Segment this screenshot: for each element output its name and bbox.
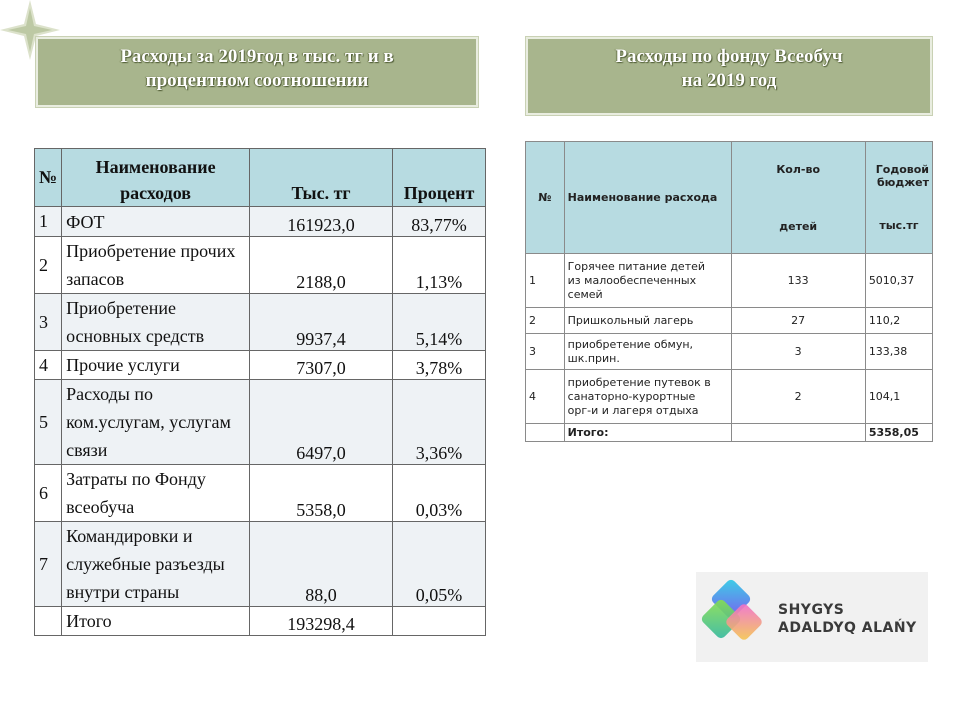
row-name-line: основных средств bbox=[66, 326, 205, 346]
row-name-line: Приобретение прочих bbox=[66, 241, 236, 261]
row-num: 6 bbox=[35, 465, 62, 522]
row-amount: 5358,0 bbox=[250, 465, 393, 522]
t2-total-num bbox=[526, 424, 565, 442]
row-num: 2 bbox=[35, 237, 62, 294]
t2-total-row bbox=[526, 424, 933, 442]
col-header-percent: Процент bbox=[393, 149, 486, 207]
t2-header-count-top: Кол-во bbox=[776, 162, 821, 176]
t2-row-budget: 5010,37 bbox=[865, 254, 932, 308]
total-amount: 193298,4 bbox=[250, 607, 393, 636]
row-name-line: Командировки и bbox=[66, 526, 193, 546]
row-percent: 0,03% bbox=[393, 465, 486, 522]
row-name bbox=[62, 380, 250, 465]
row-percent: 0,05% bbox=[393, 522, 486, 607]
row-name-line: запасов bbox=[66, 269, 125, 289]
t2-total-budget: 5358,05 bbox=[865, 424, 932, 442]
row-percent: 3,78% bbox=[393, 351, 486, 380]
t2-row-name-line: санаторно-курортные bbox=[567, 389, 696, 403]
total-label: Итого bbox=[62, 607, 250, 636]
t2-row-count: 2 bbox=[731, 370, 865, 424]
row-amount: 161923,0 bbox=[250, 207, 393, 237]
row-percent: 1,13% bbox=[393, 237, 486, 294]
row-name-line: ком.услугам, услугам bbox=[66, 412, 231, 432]
table-row bbox=[35, 465, 486, 522]
row-amount: 88,0 bbox=[250, 522, 393, 607]
t2-row-budget: 104,1 bbox=[865, 370, 932, 424]
total-num bbox=[35, 607, 62, 636]
row-name bbox=[62, 522, 250, 607]
t2-header-budget bbox=[865, 142, 932, 254]
total-row bbox=[35, 607, 486, 636]
t2-row-name bbox=[564, 370, 731, 424]
row-name-line: Затраты по Фонду bbox=[66, 469, 206, 489]
col-header-num: № bbox=[35, 149, 62, 207]
t2-row-name-line: орг-и и лагеря отдыха bbox=[567, 403, 699, 417]
t2-row-num: 4 bbox=[526, 370, 565, 424]
row-num: 7 bbox=[35, 522, 62, 607]
row-name-line: внутри страны bbox=[66, 582, 180, 602]
row-name bbox=[62, 237, 250, 294]
total-percent bbox=[393, 607, 486, 636]
t2-row-name-line: Горячее питание детей bbox=[567, 259, 706, 273]
t2-row-count: 133 bbox=[731, 254, 865, 308]
t2-row-count: 27 bbox=[731, 308, 865, 334]
t2-row-num: 1 bbox=[526, 254, 565, 308]
t2-header-name: Наименование расхода bbox=[564, 142, 731, 254]
t2-row-name bbox=[564, 334, 731, 370]
row-name-line: связи bbox=[66, 440, 108, 460]
row-percent: 5,14% bbox=[393, 294, 486, 351]
table-row bbox=[35, 237, 486, 294]
table-row bbox=[526, 370, 933, 424]
row-name-line: Прочие услуги bbox=[66, 355, 180, 375]
t2-row-name bbox=[564, 254, 731, 308]
expenses-table-body bbox=[35, 207, 486, 636]
table-row bbox=[35, 207, 486, 237]
expenses-table bbox=[34, 148, 486, 636]
t2-row-name-line: семей bbox=[567, 287, 603, 301]
t2-row-budget: 110,2 bbox=[865, 308, 932, 334]
t2-row-name-line: приобретение обмун, bbox=[567, 337, 694, 351]
col-header-name bbox=[62, 149, 250, 207]
row-num: 3 bbox=[35, 294, 62, 351]
row-amount: 9937,4 bbox=[250, 294, 393, 351]
row-name-line: служебные разъезды bbox=[66, 554, 225, 574]
row-name-line: Приобретение bbox=[66, 298, 176, 318]
table-row bbox=[35, 294, 486, 351]
t2-row-name-line: приобретение путевок в bbox=[567, 375, 711, 389]
row-amount: 6497,0 bbox=[250, 380, 393, 465]
col-header-amount: Тыс. тг bbox=[250, 149, 393, 207]
company-logo bbox=[696, 572, 928, 662]
table-row bbox=[35, 351, 486, 380]
row-name bbox=[62, 465, 250, 522]
right-title-line2: на 2019 год bbox=[681, 70, 777, 91]
row-num: 5 bbox=[35, 380, 62, 465]
vseobuch-table bbox=[525, 141, 933, 442]
row-percent: 3,36% bbox=[393, 380, 486, 465]
t2-row-name-line: из малообеспеченных bbox=[567, 273, 697, 287]
table-row bbox=[526, 334, 933, 370]
logo-mark-icon bbox=[696, 572, 776, 662]
t2-row-num: 2 bbox=[526, 308, 565, 334]
row-amount: 2188,0 bbox=[250, 237, 393, 294]
row-name-line: Расходы по bbox=[66, 384, 154, 404]
row-percent: 83,77% bbox=[393, 207, 486, 237]
t2-header-count bbox=[731, 142, 865, 254]
table-row bbox=[35, 380, 486, 465]
t2-header-budget-top1: Годовой bbox=[875, 163, 929, 176]
t2-row-name-line: Пришкольный лагерь bbox=[567, 313, 694, 327]
row-name bbox=[62, 207, 250, 237]
row-name-line: ФОТ bbox=[66, 212, 105, 232]
left-title-line2: процентном соотношении bbox=[145, 70, 369, 91]
table-row bbox=[526, 308, 933, 334]
t2-header-count-bottom: детей bbox=[779, 219, 818, 233]
logo-text-line1: SHYGYS bbox=[778, 602, 845, 618]
col-header-name-line1: Наименование bbox=[95, 157, 216, 177]
vseobuch-table-body bbox=[526, 254, 933, 442]
t2-row-count: 3 bbox=[731, 334, 865, 370]
t2-header-budget-bottom: тыс.тг bbox=[879, 219, 919, 232]
col-header-name-line2: расходов bbox=[120, 183, 192, 203]
row-num: 1 bbox=[35, 207, 62, 237]
row-name bbox=[62, 351, 250, 380]
row-amount: 7307,0 bbox=[250, 351, 393, 380]
left-title-banner bbox=[36, 37, 478, 107]
t2-total-count bbox=[731, 424, 865, 442]
t2-row-name-line: шк.прин. bbox=[567, 351, 620, 365]
t2-row-name bbox=[564, 308, 731, 334]
row-name-line: всеобуча bbox=[66, 497, 135, 517]
t2-row-budget: 133,38 bbox=[865, 334, 932, 370]
table-row bbox=[526, 254, 933, 308]
t2-header-num: № bbox=[526, 142, 565, 254]
t2-total-label: Итого: bbox=[564, 424, 731, 442]
left-title-line1: Расходы за 2019год в тыс. тг и в bbox=[120, 46, 394, 67]
table-row bbox=[35, 522, 486, 607]
row-name bbox=[62, 294, 250, 351]
t2-header-budget-top2: бюджет bbox=[876, 176, 929, 189]
logo-text-line2: ADALDYQ ALAŃY bbox=[778, 620, 917, 636]
t2-row-num: 3 bbox=[526, 334, 565, 370]
row-num: 4 bbox=[35, 351, 62, 380]
right-title-banner bbox=[526, 37, 932, 115]
right-title-line1: Расходы по фонду Всеобуч bbox=[615, 46, 843, 67]
